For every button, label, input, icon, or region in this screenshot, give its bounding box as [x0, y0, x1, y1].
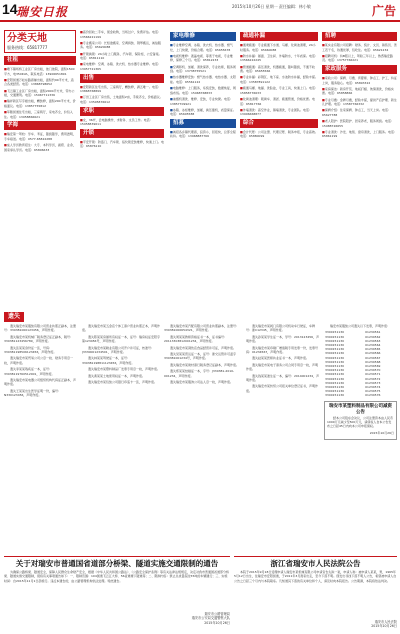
section-heading: 招募: [170, 119, 236, 128]
ad-bullet: ■: [80, 40, 83, 45]
invoice-code: 3300151130: [325, 338, 345, 343]
section-title: 广告: [371, 4, 396, 18]
invoice-table: [324, 330, 397, 397]
classified-ad: [322, 43, 397, 52]
ad-text: 平安开锁：防盗门、汽车锁、指纹锁安装维修，快速上门。电话：65876110: [80, 139, 164, 149]
notices-column-1: [4, 324, 78, 550]
ad-bullet: ■: [80, 95, 83, 100]
invoice-number: 01234568: [365, 359, 381, 364]
section-heading: 综合: [240, 119, 318, 128]
classified-ad: [240, 97, 318, 106]
ad-bullet: ■: [80, 30, 83, 34]
section-heading: 家政服务: [322, 65, 397, 74]
ad-bullet: ■: [170, 129, 173, 134]
invoice-number: 01234569: [365, 364, 381, 369]
ad-text: 诚招各乡镇代理商，投资小，回报快，总部全程扶持。电话：13968887766: [170, 129, 236, 139]
lost-notice: 遗失赵某某医师执业证书一本，声明作废。: [252, 356, 310, 361]
ad-bullet: ■: [4, 110, 7, 115]
section-heading: 求职: [80, 107, 164, 116]
ad-text: 专业补漏：彩钢瓦、地下室、水池防水补漏，经验丰富。电话：13587891122: [240, 75, 318, 84]
classified-ad: [170, 75, 236, 84]
lost-notice: 遗失瑞安市某鞋业有限公司开户许可证，核准号：J3330001234501，声明作废。: [82, 345, 155, 355]
court-notice-title: 浙江省瑞安市人民法院公告: [270, 559, 361, 568]
capital-reduction-title: 瑞安市某塑料制品有限公司减资公告: [329, 403, 392, 415]
lost-notice: 遗失孙某某学生证一本，学号：2013123456，声明作废。: [246, 334, 320, 344]
invoice-code: 3300151130: [325, 330, 345, 335]
section-heading: 疏通补漏: [240, 32, 318, 41]
lost-notice: 遗失张某某身份证一张，号码：330381198506123456，声明作废。: [4, 345, 57, 355]
classified-ad: [322, 130, 397, 139]
lost-notice: 遗失瑞安市某贸易公司公章一枚、财务专用章一枚，声明作废。: [4, 356, 74, 365]
lost-notice: 遗失钱某某准生证一本，编号：2014001234，声明作废。: [246, 373, 320, 383]
ad-bullet: ■: [4, 67, 7, 71]
ad-bullet: ■: [80, 51, 83, 56]
ad-bullet: ■: [80, 139, 83, 144]
ad-text: 化粪池清理：吸粪车、清淤、疏通管道，价格优惠。电话：65817766: [240, 96, 315, 106]
lost-notice: 遗失瑞安市某塑料制品厂发票专用章一枚，声明作废。: [88, 367, 160, 372]
invoice-number: 01234566: [365, 351, 381, 356]
lost-notice: 遗失瑞安市某汽配有限公司营业执照副本，注册号：330381000654321，声明作废。: [164, 324, 240, 333]
classified-ad: [240, 86, 318, 95]
lost-notice: 遗失瑞安市某机械厂税务登记证正副本，税号：330381123456789，声明作废。: [4, 334, 74, 344]
classified-column-1: [4, 30, 76, 306]
invoice-number: 01234575: [365, 389, 381, 394]
lost-notice: 遗失瑞安市某服饰公司法人章一枚，声明作废。: [170, 380, 234, 385]
lost-notice: 遗失瑞安市某包装公司银行印鉴卡一张，声明作废。: [88, 380, 158, 385]
traffic-notice-signer-1: 瑞安市公路管理局: [204, 612, 230, 616]
ad-bullet: ■: [240, 86, 243, 91]
classified-ad: [170, 65, 236, 74]
court-notice-body: 本院于2015年9月18日受理申请人瑞安市某机械有限公司申请宣告失踪一案，申请人称：被申请人某某，男，1965年5月12日出生，住瑞安市安阳街道，于2011年3月离家出走，至今下落不明。现发出寻找下落不明人公告，希望被申请人自公告之日起三个月内与本院联系。凡知道其下落的有关单位和个人，请及时向本院报告。公告期满，本院将依法判决。: [234, 570, 397, 583]
classified-ad: [240, 54, 318, 63]
lost-notice: 遗失吴某某营运证一本，证号：浙交运管许可温字330381001234号，声明作废。: [164, 352, 237, 361]
classified-column-4: [240, 30, 318, 306]
lost-notice: 遗失瑞安市某印刷厂增值税专用发票一份，发票号码：01234567，声明作废。: [246, 345, 319, 355]
classified-ad: [170, 86, 236, 95]
ad-bullet: ■: [170, 75, 173, 80]
page-number: 14: [2, 1, 18, 17]
ad-bullet: ■: [170, 96, 173, 101]
capital-reduction-body: 经本公司股东会决议，公司注册资本由人民币1000万元减少至500万元，请债权人自本公告发布之日起45日内向本公司申报债权。: [327, 415, 394, 429]
invoice-number: 01234573: [365, 380, 381, 385]
invoice-code: 3300151130: [325, 347, 345, 352]
invoice-code: 3300151130: [325, 372, 345, 377]
classified-ad: [240, 130, 318, 139]
invoice-number: 01234576: [365, 393, 381, 398]
classified-ad: [170, 54, 236, 63]
ad-bullet: ■: [170, 107, 173, 112]
notices-column-5: [324, 324, 397, 550]
classified-ad: [4, 110, 76, 119]
lost-notice: 遗失瑞安市某服装有限公司营业执照正副本，注册号：330381000123456，声明作废。: [4, 324, 77, 333]
invoice-intro: 瑞安市某服装公司遗失以下发票，声明作废：: [330, 324, 391, 328]
ad-text: 外墙清洗：高空作业，幕墙清洗，专业团队。电话：13906668877: [240, 107, 312, 117]
invoice-code: 3300151130: [325, 355, 345, 360]
invoice-code: 3300151130: [325, 393, 345, 398]
capital-reduction-notice: [324, 401, 397, 441]
invoice-code: 3300151130: [325, 389, 345, 394]
classified-ad: [4, 143, 76, 152]
traffic-notice-body: 为确保公路桥梁、隧道安全，保障人民群众生命财产安全，根据《中华人民共和国公路法》、《公路安全保护条例》等有关法律法规规定，决定对我市普通国省道部分桥梁、隧道实施交通限制，现将有关事项通告如下：一、限制范围：104国道飞云江大桥、56省道塘下隧道等；二、限制内容：禁止总质量超过55吨的车辆通行；三、实施时间：自2015年11月1日起施行。违反本通告的，由公路管理机构依法处理。特此通告。: [4, 570, 230, 583]
invoice-number: 01234567: [365, 355, 381, 360]
ad-bullet: ■: [240, 53, 243, 58]
ad-bullet: ■: [322, 119, 325, 124]
ad-text: 开锁换锁：24小时上门服务，汽车锁、保险柜，公安备案。电话：65811110: [80, 51, 162, 61]
traffic-restriction-notice: [4, 556, 230, 630]
ad-text: 高价回收二手车，现金收购，当场过户，免费评估。电话：13566221199: [80, 30, 161, 39]
lost-notice: 遗失陈某某房屋所有权证一本，证号：瑞房权证安阳字第123456号，声明作废。: [82, 334, 160, 344]
ad-text: 专业月嫂：金牌月嫂，经验丰富，提供产后护理、新生儿护理。电话：13587766332: [322, 97, 397, 107]
invoice-number: 01234563: [365, 338, 381, 343]
lost-notice: 遗失郑某某结婚证一本，字号：J330381-2010-001234，声明作废。: [164, 369, 235, 378]
lost-notice: 遗失林某某驾驶证一本，证号：330381198811123456，声明作废。: [82, 356, 135, 365]
classified-ad: [80, 52, 164, 61]
ad-text: 成人学历教育招生：大专、本科学历，函授、业余，国家承认学历。电话：65806633: [4, 143, 76, 152]
invoice-code: 3300151130: [325, 359, 345, 364]
court-notice-signer: 瑞安市人民法院: [374, 620, 397, 624]
ad-text: 安阳新区住宅出售，三室两厅，精装修，满五唯一。电话：13868768899: [80, 84, 161, 94]
classified-ad: [80, 118, 164, 127]
classified-ad: [322, 98, 397, 107]
ad-text: 家政公司：保姆、月嫂、育婴师、钟点工、护工，持证上岗，服务贴心。电话：65893322: [322, 75, 397, 85]
ad-bullet: ■: [4, 143, 7, 148]
lost-notice: 遗失瑞安市某电子商务公司合同专用章一枚，声明作废。: [246, 362, 319, 372]
col5-sections: [322, 32, 397, 139]
classified-ad: [240, 75, 318, 84]
ad-text: 招聘司机：持B照以上，驾龄三年以上，熟悉瑞安路况。电话：13757766221: [322, 53, 393, 63]
ad-text: 防水补漏：屋面、卫生间、外墙防水，十年质保。电话：13566222245: [240, 53, 318, 63]
traffic-notice-date: 2015年10月26日: [204, 620, 230, 625]
invoice-code: 3300151130: [325, 343, 345, 348]
lost-notice: 遗失周某某教师资格证书一本，证书编号：20113303812001234，声明作废。: [164, 334, 228, 344]
notices-column-4: [246, 324, 320, 550]
classified-ad: [322, 54, 397, 63]
invoice-number: 01234565: [365, 347, 381, 352]
ad-text: 家电维修：空调、冰箱、洗衣机、热水器专业维修。电话：13957721365: [80, 62, 161, 71]
banner-hotline: 服务热线：65817777: [7, 45, 48, 50]
col4-sections: [240, 32, 318, 139]
traffic-notice-signer-2: 瑞安市公安局交通警察大队: [191, 616, 230, 621]
notices-heading: 遗失: [4, 312, 24, 322]
ad-text: 莘塍街道住宅出租，三室两厅，家电齐全，拎包入住。电话：13958866621: [4, 110, 73, 119]
notices-column-3: [164, 324, 242, 550]
ad-bullet: ■: [170, 64, 173, 69]
ad-text: 瑞安第一驾校：学车、考证，随到随学，费用透明，专车接送。电话：0577-65822288: [4, 132, 76, 141]
lost-notice: 遗失瑞安市某五金店个体工商户营业执照正本，声明作废。: [82, 324, 160, 333]
section-heading: 出售: [80, 74, 164, 83]
newspaper-logo: 瑞安日报: [16, 5, 69, 19]
lost-notice: 遗失王某某出生医学证明一份，编号：N330123456，声明作废。: [4, 388, 62, 398]
ad-text: 瑞祥新区写字楼出租，精装修，面积200平方米，价格面议。电话：13857755812: [4, 99, 76, 108]
classified-ad: [322, 119, 397, 128]
ad-bullet: ■: [240, 107, 243, 112]
col1-sections: [4, 56, 76, 152]
ad-text: 飞云镇工业区厂房出租，面积2000平方米，带办公楼，交通便利。电话：15967711336: [4, 88, 75, 98]
invoice-code: 3300151130: [325, 368, 345, 373]
invoice-number: 01234564: [365, 343, 381, 348]
invoice-code: 3300151130: [325, 364, 345, 369]
classified-ad: [170, 108, 236, 117]
ad-bullet: ■: [240, 64, 243, 69]
ad-bullet: ■: [322, 108, 325, 113]
ad-bullet: ■: [80, 62, 83, 67]
ad-text: 汀田工业区厂房出售，土地面积2亩，手续齐全，价格面议。电话：13505876612: [80, 95, 163, 104]
lost-notice: 遗失黄某某土地使用权证一本，声明作废。: [88, 373, 146, 378]
section-heading: 学海: [4, 121, 76, 130]
invoice-code: 3300151130: [325, 376, 345, 381]
ad-text: 冰箱、冰柜维修，加氟，换压缩机，质量保证。电话：65605588: [170, 107, 236, 117]
ad-bullet: ■: [170, 43, 173, 47]
classified-ad: [240, 108, 318, 117]
lost-notice: 遗失瑞安市某建材商行税务登记证副本，声明作废。: [170, 362, 240, 367]
ad-text: 老人陪护：医院陪护、居家养老，服务周到。电话：15988726655: [322, 119, 394, 128]
ad-bullet: ■: [240, 129, 243, 134]
ad-bullet: ■: [322, 129, 325, 134]
ad-bullet: ■: [4, 88, 7, 93]
ad-text: 某实业有限公司招聘：财务、统计、文员、销售员、普工若干名，待遇优厚，包吃住。电话：65621234: [322, 43, 397, 52]
ad-bullet: ■: [170, 86, 173, 91]
classified-column-3: [170, 30, 236, 306]
court-notice-date: 2015年10月26日: [371, 624, 397, 629]
ad-text: 专业维修空调、冰箱、洗衣机、热水器、燃气灶，上门快捷，价格合理。电话：65655678: [170, 43, 233, 52]
invoice-code: 3300151130: [325, 380, 345, 385]
ad-bullet: ■: [322, 97, 325, 102]
lost-notices: [4, 312, 397, 552]
banner-title: 分类天地: [7, 33, 47, 44]
invoice-code: 3300151130: [325, 334, 345, 339]
classified-ad: [80, 30, 164, 39]
ad-text: 电视机维修：液晶电视、等离子电视，专业维修，保修三个月。电话：65812233: [170, 53, 233, 63]
classified-ad: [322, 108, 397, 117]
invoice-number: 01234574: [365, 385, 381, 390]
ad-text: 塘下镇场桥工业区厂房出租，独门独院，面积1500平方，电350KVA，联系电话：13906651891: [4, 67, 75, 76]
classified-ad: [240, 65, 318, 74]
traffic-notice-title: 关于对瑞安市普通国省道部分桥梁、隧道实施交通限制的通告: [15, 559, 219, 568]
ad-text: 通渠疏通：专业疏通下水道、马桶、化粪池清理，24小时服务。电话：65660088: [240, 43, 316, 52]
col2-sections: [80, 30, 164, 149]
ad-text: 会计代账：公司注册、代理记账、税务申报，专业高效。电话：65880099: [240, 129, 318, 139]
lost-notice: 遗失瑞安市某纺织公司报关单位登记证书，声明作废。: [246, 384, 319, 393]
ad-text: 空调移机、加氟、清洗保养，专业技师，服务周到。电话：13738755521: [170, 64, 236, 74]
classified-ad: [322, 76, 397, 85]
invoice-code: 3300151130: [325, 351, 345, 356]
classified-ad: [4, 78, 76, 87]
classified-ad: [80, 140, 164, 149]
ad-bullet: ■: [80, 84, 83, 89]
classified-ad: [4, 67, 76, 76]
section-heading: 招聘: [322, 32, 397, 41]
ad-bullet: ■: [170, 53, 173, 58]
ad-bullet: ■: [4, 77, 7, 82]
classified-ad: [240, 43, 318, 52]
ad-bullet: ■: [4, 132, 7, 137]
ad-text: 电脑维修：上门服务，系统安装，数据恢复，网络布线。电话：15968768833: [170, 86, 236, 95]
ad-bullet: ■: [322, 53, 325, 58]
classified-ad: [80, 85, 164, 94]
classified-column-2: [80, 30, 164, 306]
classified-ad: [80, 95, 164, 104]
issue-meta: 2015年10月26日 星期一 责任编辑：林小敏: [232, 4, 311, 9]
ad-bullet: ■: [322, 43, 325, 47]
classified-banner: [4, 30, 76, 53]
invoice-number: 01234562: [365, 334, 381, 339]
classified-ad: [4, 89, 76, 98]
invoice-number: 01234571: [365, 372, 381, 377]
ad-bullet: ■: [322, 86, 325, 91]
section-heading: 开锁: [80, 129, 164, 138]
classified-ad: [4, 99, 76, 108]
classified-ad: [170, 43, 236, 52]
ad-text: 管道疏通：高压清洗，机器疏通，随叫随到，不通不收费。电话：65655566: [240, 64, 315, 74]
lost-notice: 遗失瑞安市某餐饮店食品经营许可证，声明作废。: [170, 345, 237, 350]
ad-bullet: ■: [240, 75, 243, 80]
ad-text: 热水器维修安装：燃气热水器、电热水器、太阳能。电话：65561122: [170, 75, 236, 84]
lost-notice: 遗失瑞安市某阀门有限公司机动车行驶证，车牌号：浙C12345，声明作废。: [246, 324, 316, 333]
lost-notice: 遗失李某某残疾证一本，证号：33038119760512001，声明作废。: [4, 367, 55, 376]
ad-text: 女，36岁，会电脑操作，求财务、文员工作。电话：15958839611: [80, 117, 153, 127]
ad-bullet: ■: [4, 99, 7, 104]
classified-column-5: [322, 30, 397, 306]
invoice-number: 01234570: [365, 368, 381, 373]
invoice-row: [324, 393, 397, 397]
classified-ad: [170, 130, 236, 139]
ad-text: 保姆介绍：住家保姆、钟点工，当天上岗。电话：65627788: [322, 108, 391, 117]
ad-bullet: ■: [80, 117, 83, 122]
ad-text: 专业搬家公司：长短途搬家、空调拆装、钢琴搬运，诚信服务。电话：65620088: [80, 40, 161, 50]
classified-ad: [322, 87, 397, 96]
invoice-code: 3300151130: [325, 385, 345, 390]
ad-text: 安阳街道万松东路商铺出租，面积约90平方米，适合各类经营。电话：13868798652: [4, 77, 74, 87]
ad-text: 专业清洗：沙发、地毯、窗帘清洗，上门服务。电话：65861199: [322, 129, 397, 139]
section-heading: 家电维修: [170, 32, 236, 41]
classified-ad: [80, 62, 164, 71]
ad-text: 油烟机清洗、维修、安装，专业快捷。电话：13857709921: [170, 96, 233, 106]
section-heading: 社租: [4, 56, 76, 65]
invoice-number: 01234572: [365, 376, 381, 381]
court-notice: [234, 556, 397, 630]
invoice-number: 01234561: [365, 330, 381, 335]
classified-ad: [170, 97, 236, 106]
masthead: [0, 0, 400, 22]
ad-text: 疏通马桶、地漏、洗脸盆，专业工具，快速上门。电话：15858776633: [240, 86, 318, 95]
ad-bullet: ■: [240, 96, 243, 101]
col3-sections: [170, 32, 236, 139]
classified-ad: [80, 41, 164, 50]
classified-ad: [4, 132, 76, 141]
ad-bullet: ■: [322, 75, 325, 80]
notices-column-2: [82, 324, 160, 550]
ad-text: 家庭保洁：新房开荒、地板打蜡、玻璃清洗，价格实惠。电话：65858866: [322, 86, 394, 96]
ad-bullet: ■: [240, 43, 243, 47]
capital-reduction-date: 2015年10月26日: [369, 430, 394, 435]
lost-notice: 遗失瑞安市某电器公司组织机构代码证正副本，声明作废。: [4, 378, 77, 387]
